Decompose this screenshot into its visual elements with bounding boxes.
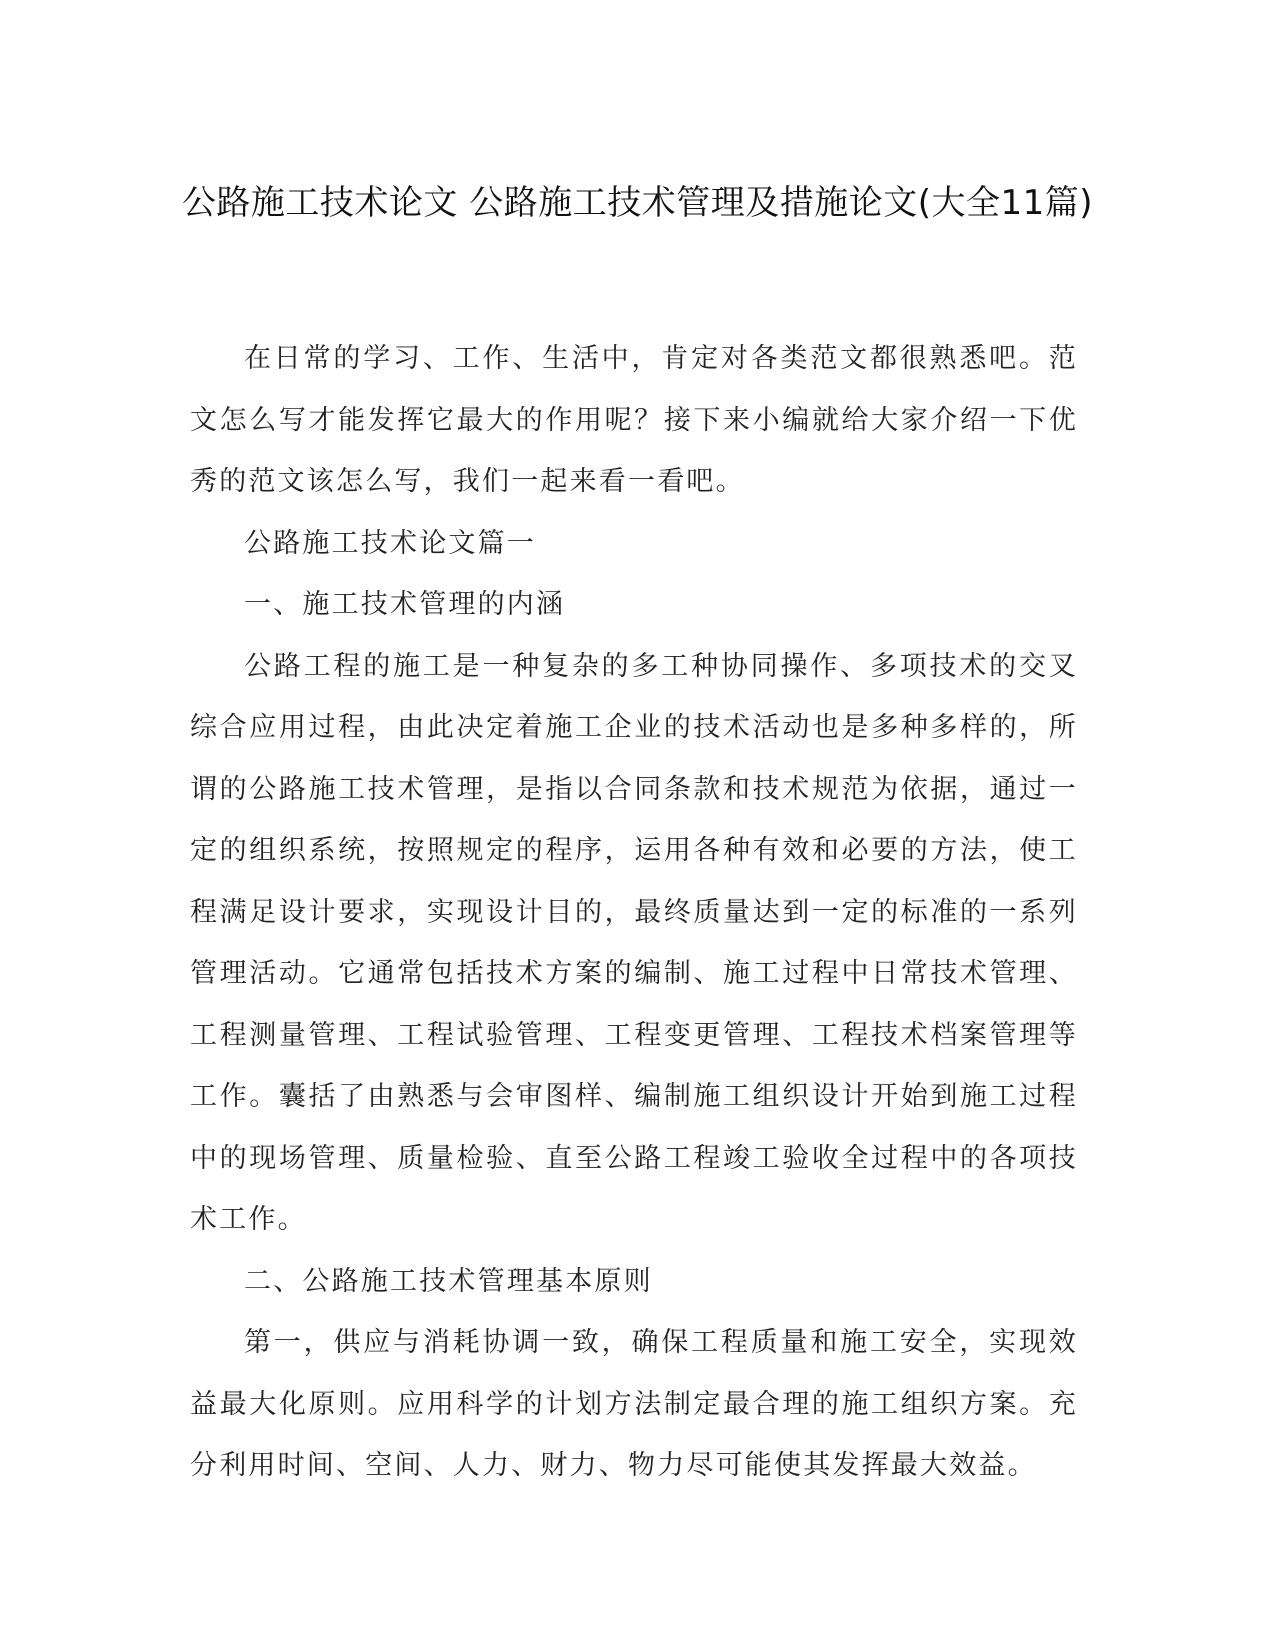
section-heading-part-one: 公路施工技术论文篇一 bbox=[244, 527, 536, 559]
document-body bbox=[190, 328, 1078, 1497]
document-title: 公路施工技术论文 公路施工技术管理及措施论文(大全11篇) bbox=[181, 183, 1094, 223]
paragraph-technical-management-definition: 公路工程的施工是一种复杂的多工种协同操作、多项技术的交叉综合应用过程，由此决定着施工企业的技术活动也是多种多样的，所谓的公路施工技术管理，是指以合同条款和技术规范为依据，通过一定的组织系统，按照规定的程序，运用各种有效和必要的方法，使工程满足设计要求，实现设计目的，最终质量达到一定的标准的一系列管理活动。它通常包括技术方案的编制、施工过程中日常技术管理、工程测量管理、工程试验管理、工程变更管理、工程技术档案管理等工作。囊括了由熟悉与会审图样、编制施工组织设计开始到施工过程中的现场管理、质量检验、直至公路工程竣工验收全过程中的各项技术工作。 bbox=[190, 650, 1078, 1235]
paragraph-principle-one: 第一，供应与消耗协调一致，确保工程质量和施工安全，实现效益最大化原则。应用科学的计划方法制定最合理的施工组织方案。充分利用时间、空间、人力、财力、物力尽可能使其发挥最大效益。 bbox=[190, 1327, 1078, 1481]
heading-basic-principles: 二、公路施工技术管理基本原则 bbox=[244, 1265, 653, 1297]
intro-paragraph: 在日常的学习、工作、生活中，肯定对各类范文都很熟悉吧。范文怎么写才能发挥它最大的作用呢？接下来小编就给大家介绍一下优秀的范文该怎么写，我们一起来看一看吧。 bbox=[190, 343, 1078, 497]
heading-technical-management-connotation: 一、施工技术管理的内涵 bbox=[244, 589, 566, 620]
